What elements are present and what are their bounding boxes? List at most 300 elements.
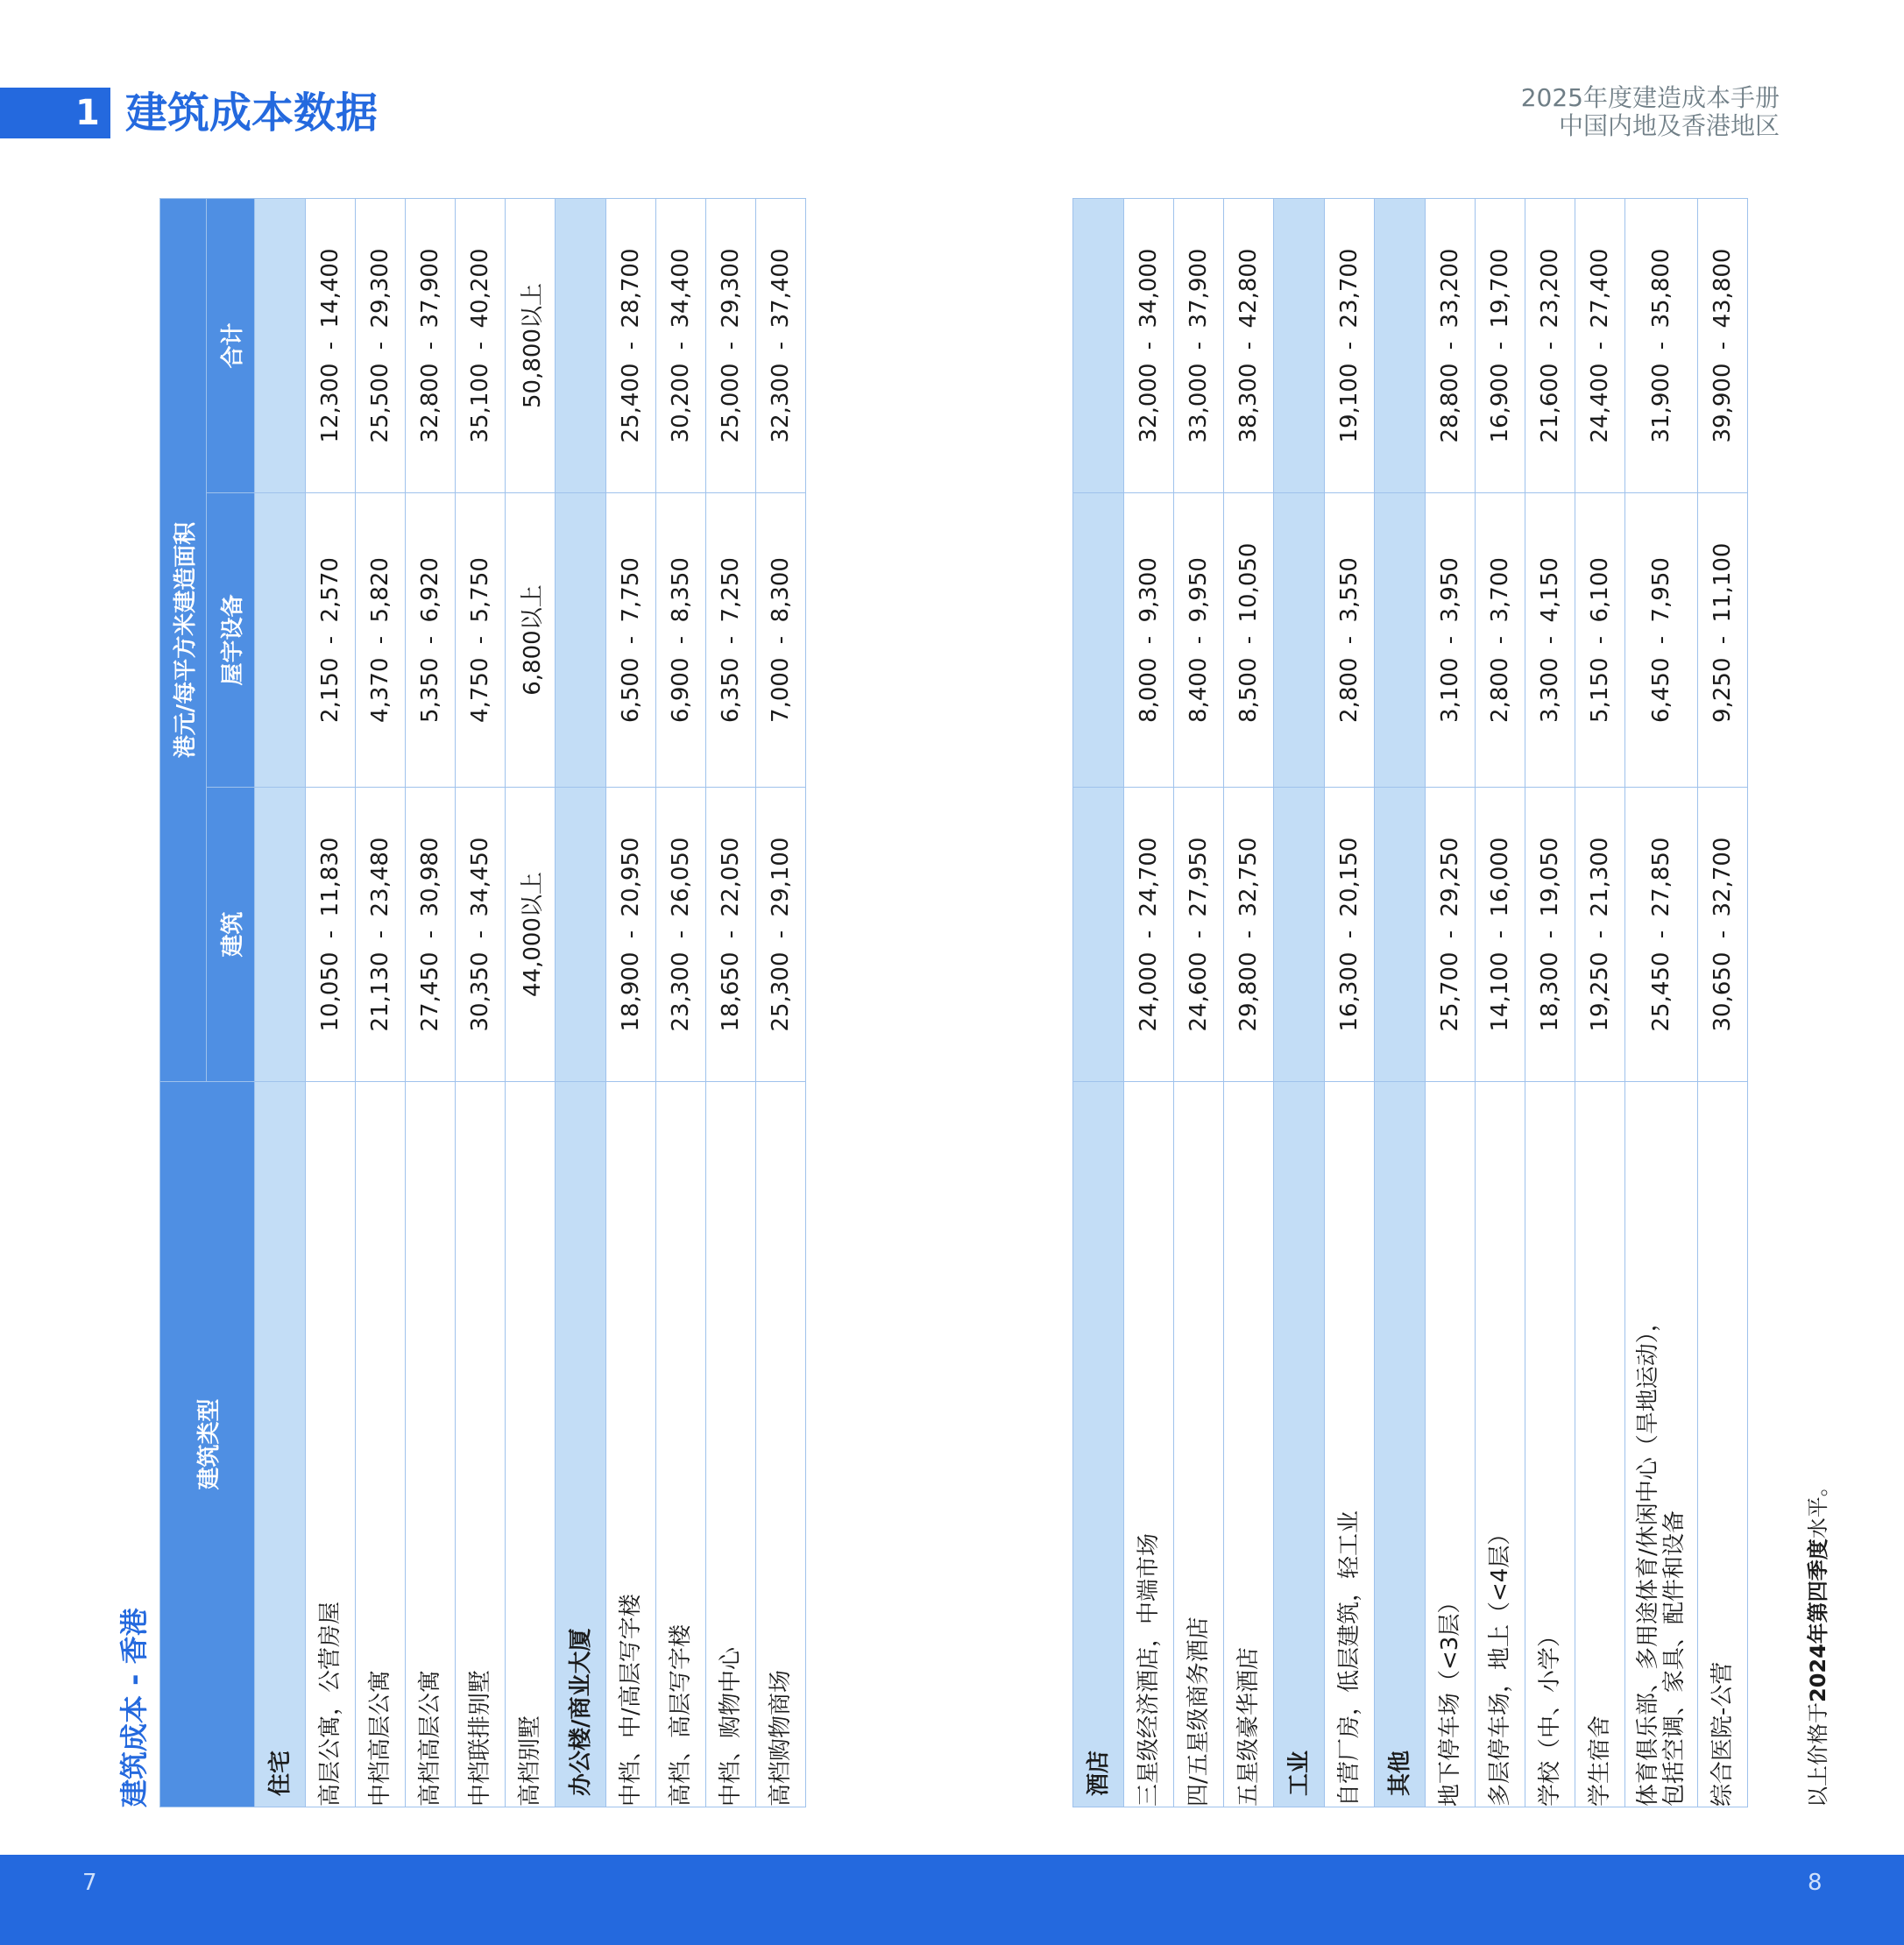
range-dash: - — [1186, 341, 1212, 350]
range-dash: - — [768, 635, 794, 645]
range-dash: - — [367, 930, 393, 939]
range-dash: - — [1136, 930, 1162, 939]
range-low: 18,300 — [1537, 951, 1563, 1032]
cell-services — [1625, 493, 1698, 788]
range-low: 35,100 — [467, 363, 493, 443]
cell-services — [1224, 493, 1274, 788]
building-type-label: 自营厂房，低层建筑，轻工业 — [1336, 1510, 1363, 1807]
page-number-left: 7 — [82, 1870, 97, 1896]
range-low: 32,300 — [768, 363, 794, 443]
range-building — [1186, 788, 1212, 1081]
building-type-label: 学生宿舍 — [1587, 1715, 1613, 1807]
cell-services — [756, 493, 806, 788]
range-low: 28,800 — [1437, 363, 1463, 443]
range-low: 6,450 — [1648, 657, 1674, 723]
category-empty-cell — [1073, 199, 1124, 493]
cell-building — [406, 788, 456, 1082]
range-high: 35,800 — [1648, 248, 1674, 329]
range-high: 6,920 — [417, 557, 443, 623]
range-dash: - — [1537, 930, 1563, 939]
range-dash: - — [1186, 930, 1212, 939]
range-building — [1587, 788, 1613, 1081]
range-dash: - — [768, 930, 794, 939]
range-total — [367, 199, 393, 492]
range-high: 5,750 — [467, 557, 493, 623]
range-services — [768, 493, 794, 787]
range-high: 26,050 — [668, 837, 694, 917]
range-services — [417, 493, 443, 787]
range-services — [367, 493, 393, 787]
cell-total — [406, 198, 456, 492]
range-high: 7,950 — [1648, 557, 1674, 623]
range-dash: - — [1336, 930, 1363, 939]
building-type — [406, 1082, 456, 1807]
range-dash: - — [317, 635, 343, 645]
range-high: 8,300 — [768, 557, 794, 623]
price-note — [1801, 1475, 1831, 1807]
book-title — [1521, 84, 1780, 140]
cell-s — [506, 493, 556, 788]
cell-building — [1625, 788, 1698, 1082]
table-row — [656, 198, 706, 1807]
range-high: 37,900 — [1186, 248, 1212, 329]
building-type — [1325, 1082, 1375, 1807]
category-empty-cell — [255, 493, 306, 788]
building-type-label: 三星级经济酒店，中端市场 — [1136, 1532, 1162, 1807]
table-row — [406, 198, 456, 1807]
book-title-line2: 中国内地及香港地区 — [1558, 111, 1780, 140]
range-low: 3,300 — [1537, 657, 1563, 723]
range-high: 23,480 — [367, 837, 393, 917]
building-type-label: 四/五星级商务酒店 — [1186, 1616, 1212, 1807]
cell-total — [1426, 199, 1476, 493]
cell-total — [456, 198, 506, 492]
column-header-total: 合计 — [207, 198, 255, 492]
cost-table-hotel-industrial-other — [1072, 198, 1748, 1807]
section-title: 建筑成本数据 — [125, 88, 379, 138]
range-low: 2,150 — [317, 657, 343, 723]
range-services — [1186, 493, 1212, 787]
range-dash: - — [1648, 341, 1674, 350]
range-dash: - — [1235, 341, 1262, 350]
column-header-building: 建筑 — [207, 788, 255, 1082]
category-row — [1274, 199, 1325, 1807]
range-building — [317, 788, 343, 1081]
range-high: 16,000 — [1487, 837, 1513, 917]
range-low: 4,750 — [467, 657, 493, 723]
range-low: 30,200 — [668, 363, 694, 443]
building-type-label-line2: 包括空调、家具、配件和设备 — [1661, 1510, 1688, 1807]
section-number: 1 — [75, 93, 100, 133]
building-type-label: 学校（中、小学） — [1537, 1623, 1563, 1807]
cell-building — [1698, 788, 1748, 1082]
range-high: 33,200 — [1437, 248, 1463, 329]
range-building — [1235, 788, 1262, 1081]
range-dash: - — [618, 635, 644, 645]
range-dash: - — [1648, 930, 1674, 939]
range-high: 4,150 — [1537, 557, 1563, 623]
range-total — [467, 199, 493, 492]
range-high: 29,300 — [367, 248, 393, 329]
column-header-services: 屋宇设备 — [207, 493, 255, 788]
building-type — [506, 1082, 556, 1807]
range-high: 23,200 — [1537, 248, 1563, 329]
value-above: 44,000以上 — [519, 872, 546, 997]
category-label: 住宅 — [255, 1082, 306, 1807]
cell-building — [1174, 788, 1224, 1082]
range-dash: - — [718, 635, 744, 645]
range-building — [1336, 788, 1363, 1081]
cell-total — [1698, 199, 1748, 493]
range-dash: - — [417, 635, 443, 645]
building-type — [706, 1082, 756, 1807]
cell-services — [1476, 493, 1525, 788]
category-empty-cell — [1274, 493, 1325, 788]
cell-total — [706, 198, 756, 492]
building-type-label: 中档联排别墅 — [467, 1669, 493, 1807]
range-low: 19,250 — [1587, 951, 1613, 1032]
range-high: 27,850 — [1648, 837, 1674, 917]
range-high: 34,450 — [467, 837, 493, 917]
category-empty-cell — [556, 788, 606, 1082]
range-high: 3,950 — [1437, 557, 1463, 623]
cell-total — [1325, 199, 1375, 493]
range-low: 29,800 — [1235, 951, 1262, 1032]
table-row — [606, 198, 656, 1807]
range-dash: - — [718, 930, 744, 939]
range-building — [618, 788, 644, 1081]
building-type-label: 高档别墅 — [517, 1715, 543, 1807]
category-row — [556, 198, 606, 1807]
cell-building — [756, 788, 806, 1082]
cell-building — [1224, 788, 1274, 1082]
range-total — [1487, 199, 1513, 492]
book-title-line1: 2025年度建造成本手册 — [1520, 83, 1780, 112]
category-empty-cell — [1073, 493, 1124, 788]
building-type-label: 体育俱乐部、多用途体育/休闲中心（旱地运动）， — [1635, 1309, 1661, 1807]
range-high: 42,800 — [1235, 248, 1262, 329]
range-dash: - — [668, 635, 694, 645]
range-low: 18,900 — [618, 951, 644, 1032]
range-high: 9,300 — [1136, 557, 1162, 623]
range-dash: - — [1648, 635, 1674, 645]
range-dash: - — [1709, 341, 1736, 350]
category-empty-cell — [1274, 788, 1325, 1082]
category-empty-cell — [1375, 199, 1426, 493]
range-building — [1648, 788, 1674, 1081]
range-dash: - — [317, 341, 343, 350]
range-dash: - — [1587, 930, 1613, 939]
footer-bar — [0, 1855, 1904, 1945]
range-low: 24,600 — [1186, 951, 1212, 1032]
range-dash: - — [618, 930, 644, 939]
table-row — [456, 198, 506, 1807]
table-row — [306, 198, 356, 1807]
range-services — [467, 493, 493, 787]
cell-building — [1525, 788, 1575, 1082]
cell-building — [1124, 788, 1174, 1082]
building-type — [656, 1082, 706, 1807]
building-type-label: 地下停车场（<3层） — [1437, 1590, 1463, 1807]
range-low: 2,800 — [1487, 657, 1513, 723]
cell-services — [306, 493, 356, 788]
range-total — [618, 199, 644, 492]
cell-building — [1476, 788, 1525, 1082]
cell-building — [1575, 788, 1625, 1082]
range-low: 6,900 — [668, 657, 694, 723]
cell-total — [1625, 199, 1698, 493]
range-high: 3,700 — [1487, 557, 1513, 623]
range-building — [718, 788, 744, 1081]
column-header-type: 建筑类型 — [160, 1082, 255, 1807]
range-low: 25,450 — [1648, 951, 1674, 1032]
range-low: 27,450 — [417, 951, 443, 1032]
range-services — [1336, 493, 1363, 787]
range-high: 29,250 — [1437, 837, 1463, 917]
range-high: 11,830 — [317, 837, 343, 917]
building-type — [1625, 1082, 1698, 1807]
range-total — [317, 199, 343, 492]
category-empty-cell — [1375, 788, 1426, 1082]
range-low: 30,650 — [1709, 951, 1736, 1032]
range-low: 10,050 — [317, 951, 343, 1032]
range-low: 25,700 — [1437, 951, 1463, 1032]
range-high: 19,700 — [1487, 248, 1513, 329]
cell-total — [1476, 199, 1525, 493]
range-dash: - — [1336, 341, 1363, 350]
cell-b — [506, 788, 556, 1082]
building-type-label: 多层停车场，地上（<4层） — [1487, 1522, 1513, 1807]
range-high: 20,150 — [1336, 837, 1363, 917]
table-row — [1426, 199, 1476, 1807]
range-high: 29,300 — [718, 248, 744, 329]
building-type — [356, 1082, 406, 1807]
range-dash: - — [1587, 341, 1613, 350]
cell-building — [1325, 788, 1375, 1082]
table-title: 建筑成本 - 香港 — [117, 1608, 151, 1807]
table-row — [756, 198, 806, 1807]
building-type — [306, 1082, 356, 1807]
range-low: 25,000 — [718, 363, 744, 443]
cell-building — [456, 788, 506, 1082]
range-low: 33,000 — [1186, 363, 1212, 443]
cost-table-residential-office — [159, 198, 806, 1807]
column-header-unit: 港元/每平方米建造面积 — [160, 198, 207, 1081]
table-row — [1625, 199, 1698, 1807]
table-row — [1174, 199, 1224, 1807]
range-dash: - — [1537, 635, 1563, 645]
category-label: 工业 — [1274, 1082, 1325, 1807]
cell-total — [1174, 199, 1224, 493]
range-dash: - — [1587, 635, 1613, 645]
range-low: 21,600 — [1537, 363, 1563, 443]
range-total — [718, 199, 744, 492]
range-building — [467, 788, 493, 1081]
category-row — [255, 198, 306, 1807]
cell-total — [1525, 199, 1575, 493]
range-dash: - — [1336, 635, 1363, 645]
building-type — [1575, 1082, 1625, 1807]
range-high: 34,400 — [668, 248, 694, 329]
building-type-label: 中档、购物中心 — [718, 1646, 744, 1807]
category-empty-cell — [556, 198, 606, 492]
table-row — [706, 198, 756, 1807]
cell-building — [356, 788, 406, 1082]
page-number-right: 8 — [1808, 1870, 1823, 1896]
table-row — [1224, 199, 1274, 1807]
table-row — [1325, 199, 1375, 1807]
range-low: 8,000 — [1136, 657, 1162, 723]
range-dash: - — [1136, 341, 1162, 350]
range-services — [1709, 493, 1736, 787]
range-total — [1136, 199, 1162, 492]
note-suffix: 水平。 — [1806, 1475, 1830, 1539]
building-type — [1426, 1082, 1476, 1807]
category-empty-cell — [1274, 199, 1325, 493]
range-dash: - — [1487, 635, 1513, 645]
range-total — [1709, 199, 1736, 492]
cell-services — [606, 493, 656, 788]
range-low: 32,800 — [417, 363, 443, 443]
table-row — [506, 198, 556, 1807]
cell-services — [356, 493, 406, 788]
range-dash: - — [1186, 635, 1212, 645]
value-above: 50,800以上 — [519, 283, 546, 408]
range-dash: - — [1537, 341, 1563, 350]
cell-building — [606, 788, 656, 1082]
cell-services — [1426, 493, 1476, 788]
category-empty-cell — [1375, 493, 1426, 788]
range-low: 18,650 — [718, 951, 744, 1032]
table-row — [1476, 199, 1525, 1807]
range-low: 25,500 — [367, 363, 393, 443]
range-dash: - — [1709, 635, 1736, 645]
building-type — [1476, 1082, 1525, 1807]
range-building — [1537, 788, 1563, 1081]
cell-total — [756, 198, 806, 492]
range-high: 37,900 — [417, 248, 443, 329]
range-low: 16,900 — [1487, 363, 1513, 443]
range-low: 25,400 — [618, 363, 644, 443]
range-dash: - — [618, 341, 644, 350]
cell-total — [656, 198, 706, 492]
cell-building — [1426, 788, 1476, 1082]
rotated-content — [105, 194, 1858, 1814]
range-building — [417, 788, 443, 1081]
table-row — [1124, 199, 1174, 1807]
building-type-label: 五星级豪华酒店 — [1235, 1646, 1262, 1807]
range-high: 2,570 — [317, 557, 343, 623]
range-low: 3,100 — [1437, 657, 1463, 723]
cell-building — [656, 788, 706, 1082]
range-high: 8,350 — [668, 557, 694, 623]
range-high: 6,100 — [1587, 557, 1613, 623]
range-services — [1537, 493, 1563, 787]
range-building — [1437, 788, 1463, 1081]
building-type-label: 高档、高层写字楼 — [668, 1623, 694, 1807]
cell-services — [456, 493, 506, 788]
range-building — [367, 788, 393, 1081]
building-type — [1224, 1082, 1274, 1807]
range-low: 39,900 — [1709, 363, 1736, 443]
cell-building — [306, 788, 356, 1082]
range-high: 3,550 — [1336, 557, 1363, 623]
range-services — [1437, 493, 1463, 787]
building-type — [756, 1082, 806, 1807]
range-building — [1487, 788, 1513, 1081]
category-row — [1375, 199, 1426, 1807]
building-type-label: 高档高层公寓 — [417, 1669, 443, 1807]
table-row — [356, 198, 406, 1807]
range-high: 28,700 — [618, 248, 644, 329]
building-type — [1525, 1082, 1575, 1807]
range-services — [1648, 493, 1674, 787]
range-dash: - — [467, 930, 493, 939]
range-low: 24,400 — [1587, 363, 1613, 443]
cell-total — [1124, 199, 1174, 493]
cell-total — [606, 198, 656, 492]
range-services — [1587, 493, 1613, 787]
cell-total — [1224, 199, 1274, 493]
range-dash: - — [668, 930, 694, 939]
building-type — [1174, 1082, 1224, 1807]
range-total — [1336, 199, 1363, 492]
range-low: 30,350 — [467, 951, 493, 1032]
range-dash: - — [1235, 930, 1262, 939]
building-type-label: 高档购物商场 — [768, 1669, 794, 1807]
category-row — [1073, 199, 1124, 1807]
cell-total — [1575, 199, 1625, 493]
cell-services — [706, 493, 756, 788]
range-dash: - — [1235, 635, 1262, 645]
building-type — [1124, 1082, 1174, 1807]
range-dash: - — [1709, 930, 1736, 939]
range-high: 20,950 — [618, 837, 644, 917]
range-building — [1709, 788, 1736, 1081]
range-low: 16,300 — [1336, 951, 1363, 1032]
range-high: 34,000 — [1136, 248, 1162, 329]
range-dash: - — [1487, 930, 1513, 939]
range-low: 14,100 — [1487, 951, 1513, 1032]
category-empty-cell — [1073, 788, 1124, 1082]
range-building — [768, 788, 794, 1081]
category-empty-cell — [255, 198, 306, 492]
range-dash: - — [467, 635, 493, 645]
range-high: 32,750 — [1235, 837, 1262, 917]
range-low: 32,000 — [1136, 363, 1162, 443]
table-row — [1525, 199, 1575, 1807]
range-total — [1537, 199, 1563, 492]
range-dash: - — [1437, 635, 1463, 645]
range-low: 6,500 — [618, 657, 644, 723]
range-dash: - — [1437, 341, 1463, 350]
range-high: 27,950 — [1186, 837, 1212, 917]
category-empty-cell — [556, 493, 606, 788]
range-high: 29,100 — [768, 837, 794, 917]
range-high: 23,700 — [1336, 248, 1363, 329]
range-low: 38,300 — [1235, 363, 1262, 443]
range-total — [668, 199, 694, 492]
range-high: 24,700 — [1136, 837, 1162, 917]
range-low: 9,250 — [1709, 657, 1736, 723]
range-total — [417, 199, 443, 492]
cell-building — [706, 788, 756, 1082]
cell-services — [406, 493, 456, 788]
range-low: 12,300 — [317, 363, 343, 443]
range-high: 9,950 — [1186, 557, 1212, 623]
note-prefix: 以上价格于 — [1806, 1702, 1830, 1807]
range-dash: - — [417, 930, 443, 939]
